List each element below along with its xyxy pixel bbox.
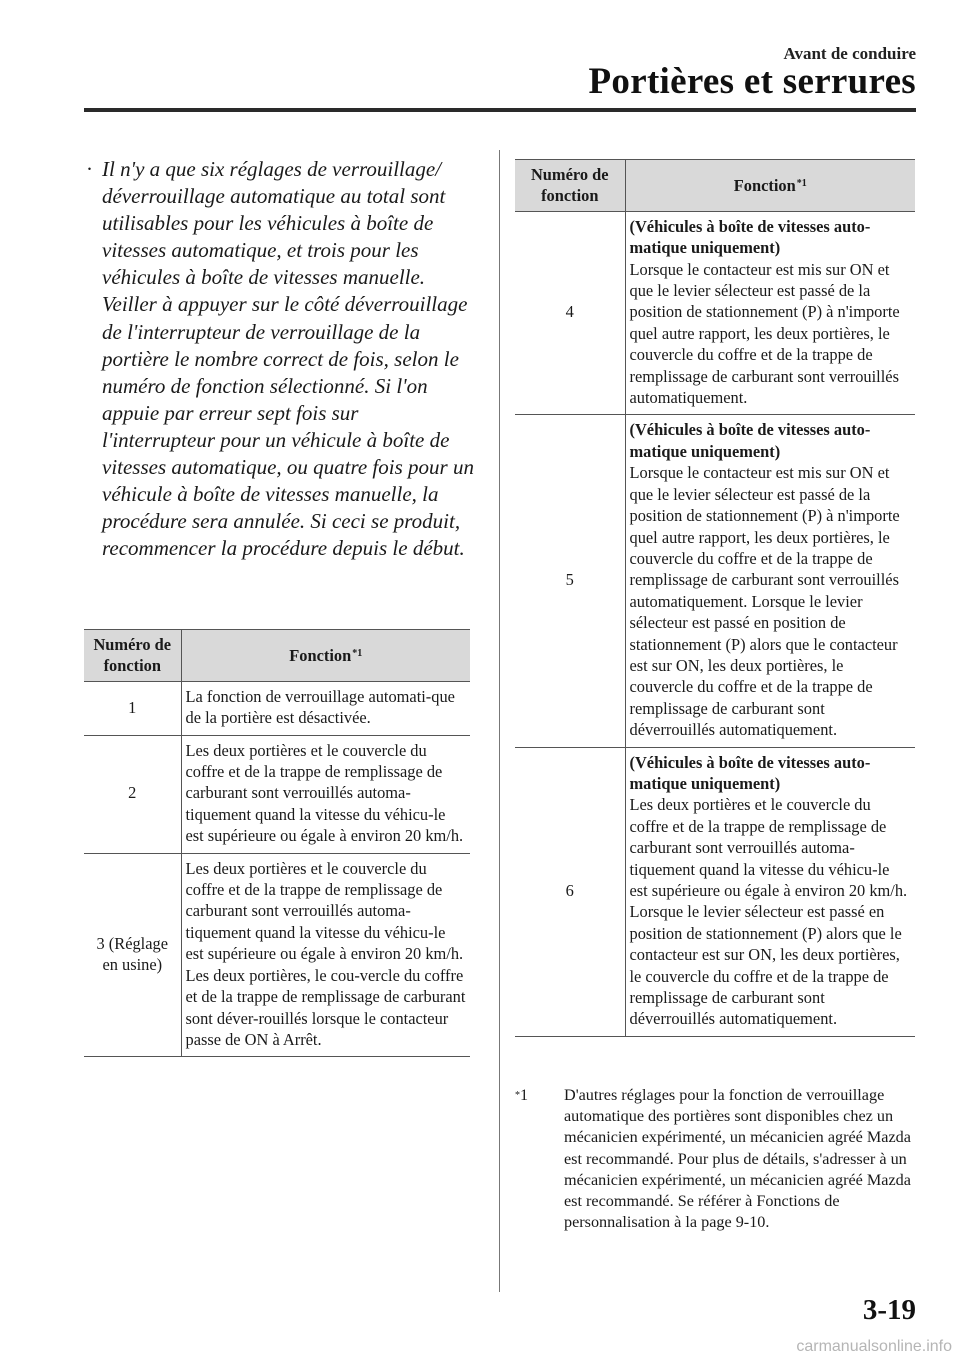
watermark: carmanualsonline.info (796, 1338, 952, 1355)
function-table-left (84, 629, 470, 1057)
footnote-text: D'autres réglages pour la fonction de verrouillage automatique des portières sont disponibles chez un mécanicien expérimenté, un mécanicien agréé Mazda est recommandé. Pour plus de détails, s'adresser à un mécanicien expérimenté, un mécanicien agréé Mazda est recommandé. Se référer à Fonctions de personnalisation à la page 9-10. (564, 1086, 911, 1232)
function-description: Les deux portières et le couvercle du coffre et de la trappe de remplissage de carburant sont verrouillés automa-tiquement quand la vitesse du véhicu-le est supérieure ou égale à environ 20 km/h. (181, 735, 470, 853)
footnote-mark: *1 (515, 1086, 529, 1104)
page-title: Portières et serrures (588, 61, 916, 102)
function-description: Les deux portières et le couvercle du coffre et de la trappe de remplissage de carburant sont verrouillés automa-tiquement quand la vitesse du véhicu-le est supérieure ou égale à environ 20 km/h. Les deux portières, le cou-vercle du coffre et de la trappe de remplissage de carburant sont déver-rouillés lorsque le contacteur passe de ON à Arrêt. (181, 853, 470, 1057)
function-description (625, 747, 915, 1036)
function-description (625, 415, 915, 747)
vehicle-condition: (Véhicules à boîte de vitesses auto-matique uniquement) (629, 216, 871, 258)
header-function-number: Numéro de fonction (515, 160, 625, 212)
note-text: Il n'y a que six réglages de verrouillage/ déverrouillage automatique au total sont utilisables pour les véhicules à boîte de vitesses automatique, et trois pour les véhicules à boîte de vitesses manuelle. Veiller à appuyer sur le côté déverrouillage de l'interrupteur de verrouillage de la portière le nombre correct de fois, selon le numéro de fonction sélectionné. Si l'on appuie par erreur sept fois sur l'interrupteur pour un véhicule à boîte de vitesses automatique, ou quatre fois pour un véhicule à boîte de vitesses manuelle, la procédure sera annulée. Si ceci se produit, recommencer la procédure depuis le début. (102, 157, 474, 561)
table-row (84, 681, 470, 735)
function-number: 2 (84, 735, 181, 853)
table-row (84, 853, 470, 1057)
header-rule (84, 108, 916, 112)
footnote (515, 1085, 915, 1233)
table-row (515, 211, 915, 415)
table-row (84, 735, 470, 853)
table-header-row (515, 160, 915, 212)
table-row (515, 747, 915, 1036)
page-number: 3-19 (862, 1294, 916, 1326)
vehicle-condition: (Véhicules à boîte de vitesses auto-matique uniquement) (629, 752, 871, 793)
function-description (625, 211, 915, 415)
header-function: Fonction$^{*1}$ (181, 630, 470, 682)
function-number: 4 (515, 211, 625, 415)
footnote-ref: *1 (796, 177, 807, 189)
description-text: Lorsque le contacteur est mis sur ON et que le levier sélecteur est passé de la position de stationnement (P) à n'importe quel autre rapport, les deux portières, le couvercle du coffre et de la trappe de remplissage de carburant sont verrouillés automatiquement. Lorsque le levier sélecteur est passé en position de stationnement (P) alors que le contacteur est sur ON, les deux portières, le couvercle du coffre et de la trappe de remplissage de carburant sont déverrouillés automatiquement. (629, 463, 900, 740)
function-description: La fonction de verrouillage automati-que de la portière est désactivée. (181, 681, 470, 735)
header-function: Fonction$^{*1}$ (625, 160, 915, 212)
header-function-number: Numéro de fonction (84, 630, 181, 682)
description-text: Lorsque le contacteur est mis sur ON et que le levier sélecteur est passé de la position de stationnement (P) à n'importe quel autre rapport, les deux portières, le couvercle du coffre et de la trappe de remplissage de carburant sont verrouillés automatiquement. (629, 259, 900, 408)
section-label: Avant de conduire (783, 44, 916, 63)
function-number: 6 (515, 747, 625, 1036)
function-number: 3 (Réglage en usine) (84, 853, 181, 1057)
footnote-ref: *1 (352, 647, 363, 659)
bullet-icon: · (86, 157, 93, 181)
function-table-right (515, 159, 915, 1037)
column-divider (499, 150, 500, 1292)
vehicle-condition: (Véhicules à boîte de vitesses auto-matique uniquement) (629, 420, 871, 461)
function-number: 1 (84, 681, 181, 735)
caution-note (86, 156, 476, 562)
function-number: 5 (515, 415, 625, 747)
table-header-row (84, 630, 470, 682)
table-row (515, 415, 915, 747)
description-text: Les deux portières et le couvercle du coffre et de la trappe de remplissage de carburant sont verrouillés automa-tiquement quand la vitesse du véhicu-le est supérieure ou égale à environ 20 km/h. Lorsque le levier sélecteur est passé en position de stationnement (P) alors que le contacteur est sur ON, les deux portières, le couvercle du coffre et de la trappe de remplissage de carburant sont déverrouillés automatiquement. (629, 795, 908, 1029)
